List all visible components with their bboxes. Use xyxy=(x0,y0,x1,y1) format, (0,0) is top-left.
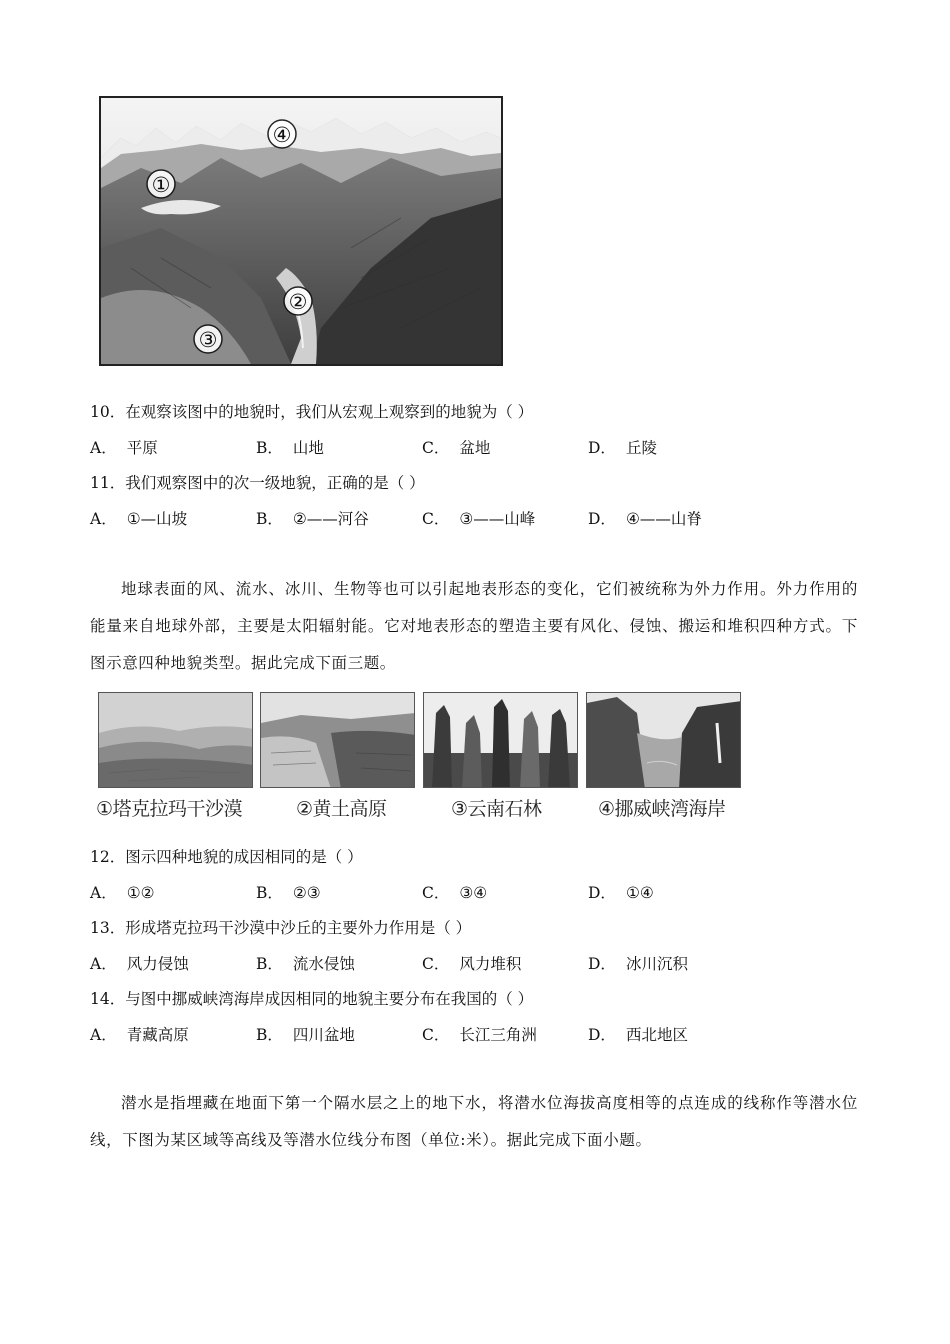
q12-option-c xyxy=(422,883,487,903)
q11-option-a-text: ①—山坡 xyxy=(126,510,188,528)
q12-option-a-text: ①② xyxy=(126,884,155,902)
q11-option-c-label: C． xyxy=(422,510,450,528)
q14-option-b-text: 四川盆地 xyxy=(292,1026,355,1044)
q14-option-d-text: 西北地区 xyxy=(625,1026,688,1044)
question-13-stem: 13．形成塔克拉玛干沙漠中沙丘的主要外力作用是（ ） xyxy=(90,919,472,937)
fjord-photo xyxy=(586,692,741,788)
mountain-landscape-photo xyxy=(99,96,503,366)
q13-option-c xyxy=(422,954,521,974)
marker-2-label: ② xyxy=(288,290,308,314)
q10-option-b xyxy=(256,438,324,458)
caption-taklimakan: ①塔克拉玛干沙漠 xyxy=(96,798,243,820)
q10-option-a-label: A． xyxy=(90,439,117,457)
q11-option-b-text: ②——河谷 xyxy=(292,510,369,528)
q11-option-d xyxy=(588,509,702,529)
question-10-options xyxy=(90,438,790,458)
q10-option-a xyxy=(90,438,158,458)
q14-option-c xyxy=(422,1025,537,1045)
q12-option-d-label: D． xyxy=(588,884,616,902)
q13-option-a-text: 风力侵蚀 xyxy=(126,955,189,973)
q14-option-c-label: C． xyxy=(422,1026,450,1044)
marker-4-label: ④ xyxy=(272,123,292,147)
q13-option-d xyxy=(588,954,688,974)
q11-option-d-text: ④——山脊 xyxy=(625,510,702,528)
q14-option-a-label: A． xyxy=(90,1026,117,1044)
q10-option-a-text: 平原 xyxy=(126,439,158,457)
q11-option-c-text: ③——山峰 xyxy=(459,510,536,528)
q12-option-b-text: ②③ xyxy=(292,884,321,902)
question-10-stem: 10．在观察该图中的地貌时，我们从宏观上观察到的地貌为（ ） xyxy=(90,403,534,421)
q13-option-d-text: 冰川沉积 xyxy=(625,955,688,973)
q13-option-c-text: 风力堆积 xyxy=(459,955,522,973)
q12-option-d-text: ①④ xyxy=(625,884,654,902)
q11-option-a xyxy=(90,509,187,529)
q13-option-b xyxy=(256,954,355,974)
caption-norway-fjord: ④挪威峡湾海岸 xyxy=(598,798,726,820)
q13-option-b-label: B． xyxy=(256,955,283,973)
q10-option-b-label: B． xyxy=(256,439,283,457)
q12-option-c-label: C． xyxy=(422,884,450,902)
q13-option-a xyxy=(90,954,189,974)
question-14-options xyxy=(90,1025,790,1045)
q11-option-b xyxy=(256,509,369,529)
q11-option-c xyxy=(422,509,535,529)
q10-option-d-label: D． xyxy=(588,439,616,457)
q12-option-b xyxy=(256,883,321,903)
q14-option-a xyxy=(90,1025,189,1045)
q10-option-d-text: 丘陵 xyxy=(625,439,657,457)
q10-option-d xyxy=(588,438,657,458)
question-12-options xyxy=(90,883,790,903)
q13-option-c-label: C． xyxy=(422,955,450,973)
q14-option-a-text: 青藏高原 xyxy=(126,1026,189,1044)
q10-option-c-label: C． xyxy=(422,439,450,457)
q10-option-c xyxy=(422,438,490,458)
q14-option-d xyxy=(588,1025,688,1045)
question-14-stem: 14．与图中挪威峡湾海岸成因相同的地貌主要分布在我国的（ ） xyxy=(90,990,534,1008)
q12-option-b-label: B． xyxy=(256,884,283,902)
q10-option-b-text: 山地 xyxy=(292,439,324,457)
q13-option-d-label: D． xyxy=(588,955,616,973)
marker-3-label: ③ xyxy=(198,328,218,352)
desert-photo xyxy=(98,692,253,788)
stone-forest-photo xyxy=(423,692,578,788)
q13-option-a-label: A． xyxy=(90,955,117,973)
q10-option-c-text: 盆地 xyxy=(459,439,491,457)
q14-option-d-label: D． xyxy=(588,1026,616,1044)
q11-option-d-label: D． xyxy=(588,510,616,528)
loess-plateau-photo xyxy=(260,692,415,788)
q12-option-a-label: A． xyxy=(90,884,117,902)
question-11-stem: 11．我们观察图中的次一级地貌，正确的是（ ） xyxy=(90,474,425,492)
q11-option-b-label: B． xyxy=(256,510,283,528)
caption-loess-plateau: ②黄土高原 xyxy=(296,798,387,820)
question-11-options xyxy=(90,509,790,529)
q12-option-c-text: ③④ xyxy=(459,884,488,902)
caption-stone-forest: ③云南石林 xyxy=(451,798,542,820)
marker-1-label: ① xyxy=(151,173,171,197)
question-13-options xyxy=(90,954,790,974)
question-12-stem: 12．图示四种地貌的成因相同的是（ ） xyxy=(90,848,363,866)
q14-option-c-text: 长江三角洲 xyxy=(459,1026,537,1044)
q12-option-d xyxy=(588,883,654,903)
q12-option-a xyxy=(90,883,155,903)
q14-option-b-label: B． xyxy=(256,1026,283,1044)
passage-external-forces: 地球表面的风、流水、冰川、生物等也可以引起地表形态的变化，它们被统称为外力作用。外力作用的能量来自地球外部，主要是太阳辐射能。它对地表形态的塑造主要有风化、侵蚀、搬运和堆积四种方式。下图示意四种地貌类型。据此完成下面三题。 xyxy=(90,580,858,672)
q14-option-b xyxy=(256,1025,355,1045)
passage-groundwater: 潜水是指埋藏在地面下第一个隔水层之上的地下水，将潜水位海拔高度相等的点连成的线称作等潜水位线，下图为某区域等高线及等潜水位线分布图（单位:米）。据此完成下面小题。 xyxy=(90,1094,858,1149)
q13-option-b-text: 流水侵蚀 xyxy=(292,955,355,973)
q11-option-a-label: A． xyxy=(90,510,117,528)
